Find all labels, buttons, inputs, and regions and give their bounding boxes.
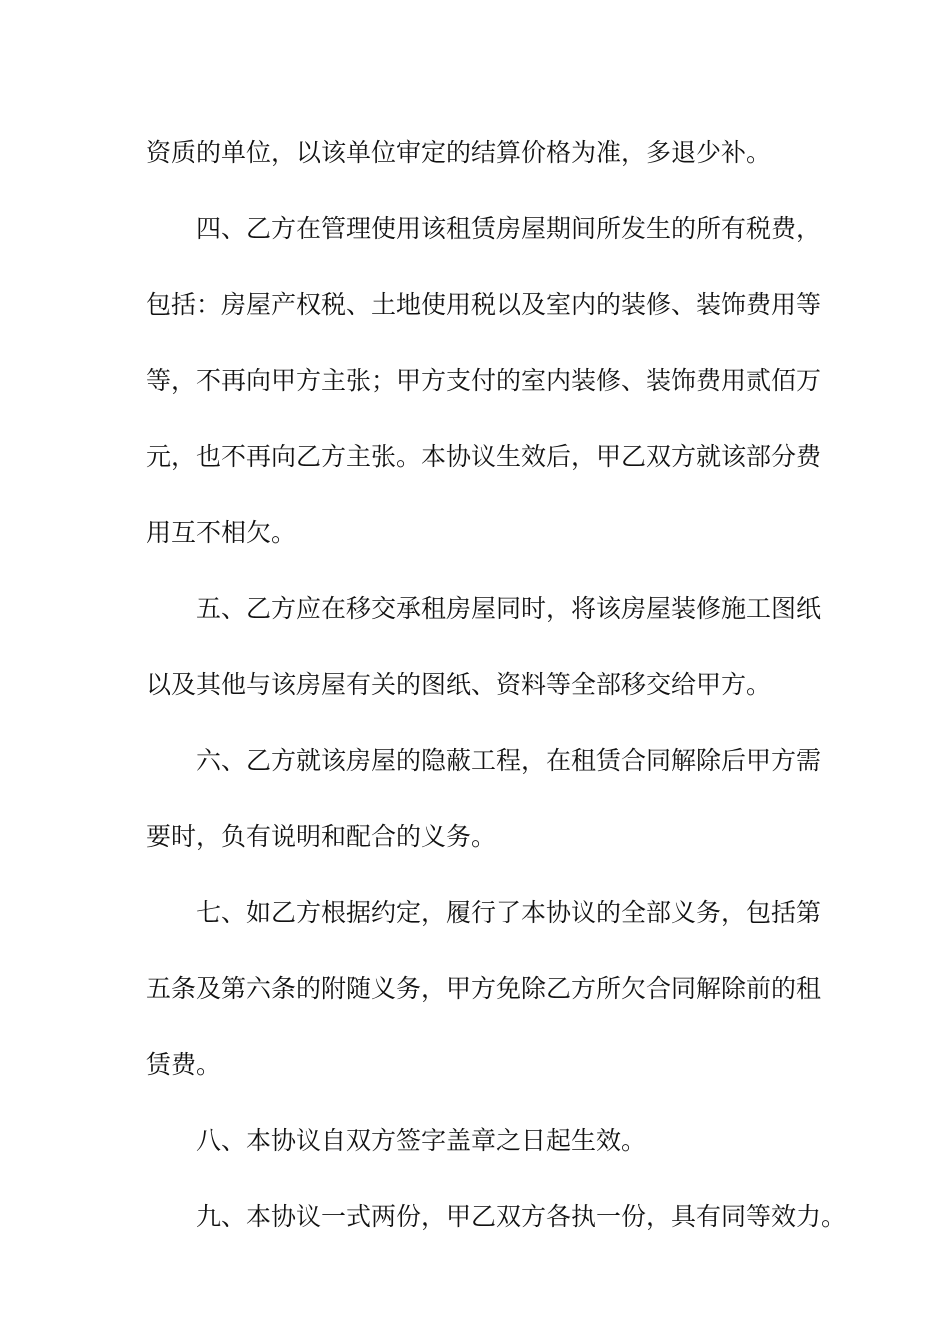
text-line: 包括：房屋产权税、土地使用税以及室内的装修、装饰费用等	[146, 290, 822, 319]
clause-4-line-1: 四、乙方在管理使用该租赁房屋期间所发生的所有税费，	[196, 214, 822, 243]
text-line: 赁费。	[146, 1050, 222, 1079]
text-line: 等，不再向甲方主张；甲方支付的室内装修、装饰费用贰佰万	[146, 366, 822, 395]
clause-7-line-1: 七、如乙方根据约定，履行了本协议的全部义务，包括第	[196, 898, 822, 927]
text-line: 元，也不再向乙方主张。本协议生效后，甲乙双方就该部分费	[146, 442, 822, 471]
clause-9-line-1: 九、本协议一式两份，甲乙双方各执一份，具有同等效力。	[196, 1202, 847, 1231]
text-line: 资质的单位，以该单位审定的结算价格为准，多退少补。	[146, 138, 772, 167]
text-line: 用互不相欠。	[146, 518, 297, 547]
text-line: 以及其他与该房屋有关的图纸、资料等全部移交给甲方。	[146, 670, 772, 699]
text-line: 要时，负有说明和配合的义务。	[146, 822, 497, 851]
clause-6-line-1: 六、乙方就该房屋的隐蔽工程，在租赁合同解除后甲方需	[196, 746, 822, 775]
clause-8-line-1: 八、本协议自双方签字盖章之日起生效。	[196, 1126, 647, 1155]
clause-5-line-1: 五、乙方应在移交承租房屋同时，将该房屋装修施工图纸	[196, 594, 822, 623]
text-line: 五条及第六条的附随义务，甲方免除乙方所欠合同解除前的租	[146, 974, 822, 1003]
